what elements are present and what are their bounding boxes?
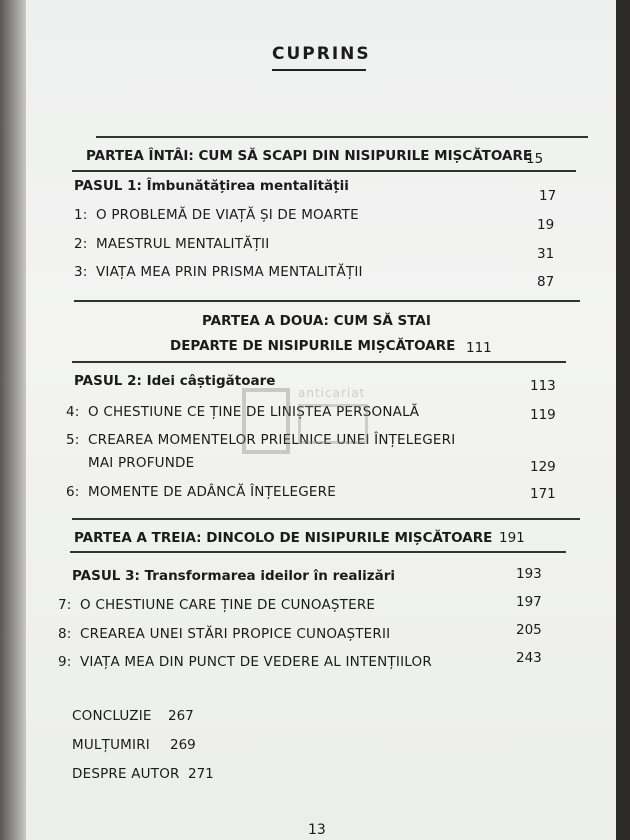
- part-2-title-line2: DEPARTE DE NISIPURILE MIȘCĂTOARE: [170, 338, 456, 354]
- chapter-4-page: 119: [530, 407, 556, 423]
- page-number: 13: [308, 822, 326, 838]
- watermark-book-icon: [298, 404, 368, 444]
- part-3-page: 191: [499, 530, 525, 546]
- part-3-bottom-rule: [70, 551, 566, 553]
- step-3-page: 193: [516, 566, 542, 582]
- extra-author-title: DESPRE AUTOR: [72, 766, 180, 782]
- chapter-9-page: 243: [516, 650, 542, 666]
- chapter-7-page: 197: [516, 594, 542, 610]
- chapter-5-title-line1: CREAREA MOMENTELOR PRIELNICE UNEI ÎNȚELEGERI: [88, 432, 456, 448]
- chapter-6-num: 6:: [66, 484, 80, 500]
- part-1-page: 15: [526, 151, 544, 167]
- antiquarian-watermark: [242, 386, 422, 466]
- chapter-1-page: 19: [537, 217, 555, 233]
- chapter-6-title: MOMENTE DE ADÂNCĂ ÎNȚELEGERE: [88, 484, 336, 500]
- extra-thanks-page: 269: [170, 737, 196, 753]
- watermark-text: anticariat: [298, 386, 366, 400]
- part-3-top-rule: [72, 518, 580, 520]
- extra-conclusion-page: 267: [168, 708, 194, 724]
- book-page: [26, 0, 616, 840]
- chapter-3-page: 87: [537, 274, 555, 290]
- chapter-2-title: MAESTRUL MENTALITĂȚII: [96, 236, 270, 252]
- extra-author-page: 271: [188, 766, 214, 782]
- step-1-label: PASUL 1: Îmbunătățirea mentalității: [74, 178, 349, 194]
- step-3-label: PASUL 3: Transformarea ideilor în realizări: [72, 568, 396, 584]
- extra-thanks-title: MULȚUMIRI: [72, 737, 150, 753]
- step-2-label: PASUL 2: Idei câștigătoare: [74, 373, 276, 389]
- chapter-7-title: O CHESTIUNE CARE ȚINE DE CUNOAȘTERE: [80, 597, 376, 613]
- chapter-2-num: 2:: [74, 236, 88, 252]
- chapter-2-page: 31: [537, 246, 555, 262]
- chapter-9-title: VIAȚA MEA DIN PUNCT DE VEDERE AL INTENȚIILOR: [80, 654, 432, 670]
- chapter-5-page: 129: [530, 459, 556, 475]
- chapter-4-title: O CHESTIUNE CE ȚINE DE LINIȘTEA PERSONALĂ: [88, 404, 420, 420]
- chapter-1-title: O PROBLEMĂ DE VIAȚĂ ȘI DE MOARTE: [96, 207, 359, 223]
- part-3-title: PARTEA A TREIA: DINCOLO DE NISIPURILE MIȘCĂTOARE: [74, 530, 493, 546]
- chapter-5-num: 5:: [66, 432, 80, 448]
- chapter-8-page: 205: [516, 622, 542, 638]
- chapter-8-title: CREAREA UNEI STĂRI PROPICE CUNOAȘTERII: [80, 626, 391, 642]
- chapter-4-num: 4:: [66, 404, 80, 420]
- part-2-bottom-rule: [72, 361, 566, 363]
- title-underline: [272, 69, 366, 71]
- chapter-8-num: 8:: [58, 626, 72, 642]
- page-title: CUPRINS: [272, 44, 371, 64]
- chapter-7-num: 7:: [58, 597, 72, 613]
- part-1-top-rule: [96, 136, 588, 138]
- chapter-3-num: 3:: [74, 264, 88, 280]
- part-1-bottom-rule: [72, 170, 576, 172]
- chapter-1-num: 1:: [74, 207, 88, 223]
- part-1-title: PARTEA ÎNTÂI: CUM SĂ SCAPI DIN NISIPURILE MIȘCĂTOARE: [86, 148, 533, 164]
- step-1-page: 17: [539, 188, 557, 204]
- watermark-logo-icon: [242, 388, 290, 454]
- chapter-5-title-line2: MAI PROFUNDE: [88, 455, 195, 471]
- part-2-page: 111: [466, 340, 492, 356]
- step-2-page: 113: [530, 378, 556, 394]
- part-2-title-line1: PARTEA A DOUA: CUM SĂ STAI: [202, 313, 431, 329]
- chapter-6-page: 171: [530, 486, 556, 502]
- part-2-top-rule: [74, 300, 580, 302]
- chapter-9-num: 9:: [58, 654, 72, 670]
- extra-conclusion-title: CONCLUZIE: [72, 708, 152, 724]
- chapter-3-title: VIAȚA MEA PRIN PRISMA MENTALITĂȚII: [96, 264, 363, 280]
